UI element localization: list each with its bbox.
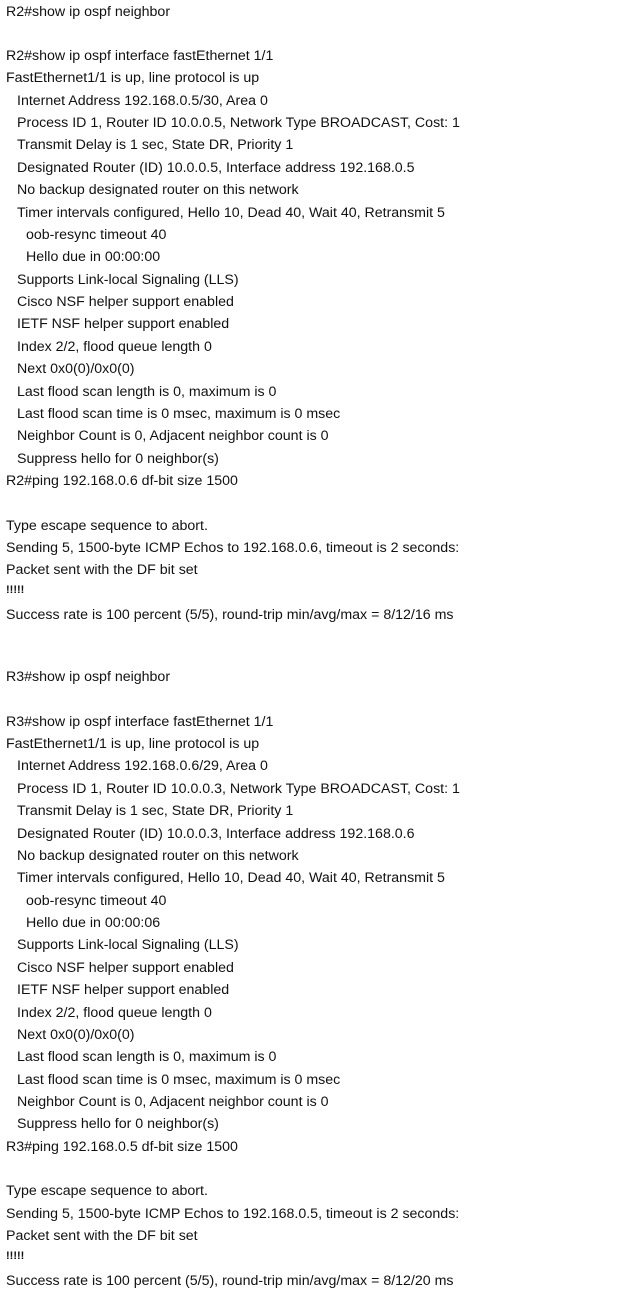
r2-neighbor-count: Neighbor Count is 0, Adjacent neighbor count is 0 (17, 428, 329, 444)
r3-sending-echos: Sending 5, 1500-byte ICMP Echos to 192.168.0.5, timeout is 2 seconds: (6, 1206, 460, 1222)
r2-oob-resync: oob-resync timeout 40 (26, 227, 167, 243)
r2-suppress-hello: Suppress hello for 0 neighbor(s) (17, 451, 219, 467)
r2-next: Next 0x0(0)/0x0(0) (17, 361, 135, 377)
r3-index: Index 2/2, flood queue length 0 (17, 1005, 212, 1021)
r3-oob-resync: oob-resync timeout 40 (26, 893, 167, 909)
r3-timer-intervals: Timer intervals configured, Hello 10, Dead 40, Wait 40, Retransmit 5 (17, 870, 445, 886)
r2-interface-status: FastEthernet1/1 is up, line protocol is up (6, 70, 260, 86)
r3-interface-status: FastEthernet1/1 is up, line protocol is up (6, 736, 260, 752)
r3-ping-results: !!!!! (6, 1250, 25, 1262)
r3-lls-support: Supports Link-local Signaling (LLS) (17, 937, 239, 953)
r2-escape-sequence: Type escape sequence to abort. (6, 518, 208, 534)
r3-next: Next 0x0(0)/0x0(0) (17, 1027, 135, 1043)
r3-no-bdr: No backup designated router on this network (17, 848, 299, 864)
r2-hello-due: Hello due in 00:00:00 (26, 249, 161, 265)
r2-cisco-nsf: Cisco NSF helper support enabled (17, 294, 234, 310)
r3-show-interface-command: R3#show ip ospf interface fastEthernet 1/1 (6, 714, 274, 730)
r3-success-rate: Success rate is 100 percent (5/5), round-trip min/avg/max = 8/12/20 ms (6, 1273, 454, 1289)
r2-show-neighbor-command: R2#show ip ospf neighbor (6, 4, 171, 20)
r2-lls-support: Supports Link-local Signaling (LLS) (17, 272, 239, 288)
r3-neighbor-count: Neighbor Count is 0, Adjacent neighbor count is 0 (17, 1094, 329, 1110)
r2-success-rate: Success rate is 100 percent (5/5), round-trip min/avg/max = 8/12/16 ms (6, 607, 454, 623)
r2-no-bdr: No backup designated router on this network (17, 182, 299, 198)
r2-df-bit: Packet sent with the DF bit set (6, 562, 198, 578)
r3-hello-due: Hello due in 00:00:06 (26, 915, 161, 931)
r3-show-neighbor-command: R3#show ip ospf neighbor (6, 669, 171, 685)
r3-ietf-nsf: IETF NSF helper support enabled (17, 982, 230, 998)
r3-ping-command: R3#ping 192.168.0.5 df-bit size 1500 (6, 1139, 238, 1155)
r2-ietf-nsf: IETF NSF helper support enabled (17, 316, 230, 332)
r3-flood-scan-length: Last flood scan length is 0, maximum is 0 (17, 1049, 277, 1065)
r2-flood-scan-time: Last flood scan time is 0 msec, maximum is 0 msec (17, 406, 341, 422)
r2-show-interface-command: R2#show ip ospf interface fastEthernet 1/1 (6, 48, 274, 64)
r3-df-bit: Packet sent with the DF bit set (6, 1228, 198, 1244)
r3-cisco-nsf: Cisco NSF helper support enabled (17, 960, 234, 976)
r2-timer-intervals: Timer intervals configured, Hello 10, Dead 40, Wait 40, Retransmit 5 (17, 205, 445, 221)
r2-ping-command: R2#ping 192.168.0.6 df-bit size 1500 (6, 473, 238, 489)
r2-sending-echos: Sending 5, 1500-byte ICMP Echos to 192.168.0.6, timeout is 2 seconds: (6, 540, 460, 556)
r2-transmit-delay: Transmit Delay is 1 sec, State DR, Priority 1 (17, 137, 294, 153)
r2-flood-scan-length: Last flood scan length is 0, maximum is 0 (17, 384, 277, 400)
r3-suppress-hello: Suppress hello for 0 neighbor(s) (17, 1116, 219, 1132)
r3-flood-scan-time: Last flood scan time is 0 msec, maximum is 0 msec (17, 1072, 341, 1088)
r3-internet-address: Internet Address 192.168.0.6/29, Area 0 (17, 758, 268, 774)
r3-escape-sequence: Type escape sequence to abort. (6, 1183, 208, 1199)
r3-designated-router: Designated Router (ID) 10.0.0.3, Interface address 192.168.0.6 (17, 826, 415, 842)
r2-internet-address: Internet Address 192.168.0.5/30, Area 0 (17, 93, 268, 109)
r2-index: Index 2/2, flood queue length 0 (17, 339, 212, 355)
r3-transmit-delay: Transmit Delay is 1 sec, State DR, Priority 1 (17, 803, 294, 819)
r3-process-info: Process ID 1, Router ID 10.0.0.3, Network Type BROADCAST, Cost: 1 (17, 781, 460, 797)
r2-process-info: Process ID 1, Router ID 10.0.0.5, Network Type BROADCAST, Cost: 1 (17, 115, 460, 131)
r2-designated-router: Designated Router (ID) 10.0.0.5, Interface address 192.168.0.5 (17, 160, 415, 176)
r2-ping-results: !!!!! (6, 584, 25, 596)
